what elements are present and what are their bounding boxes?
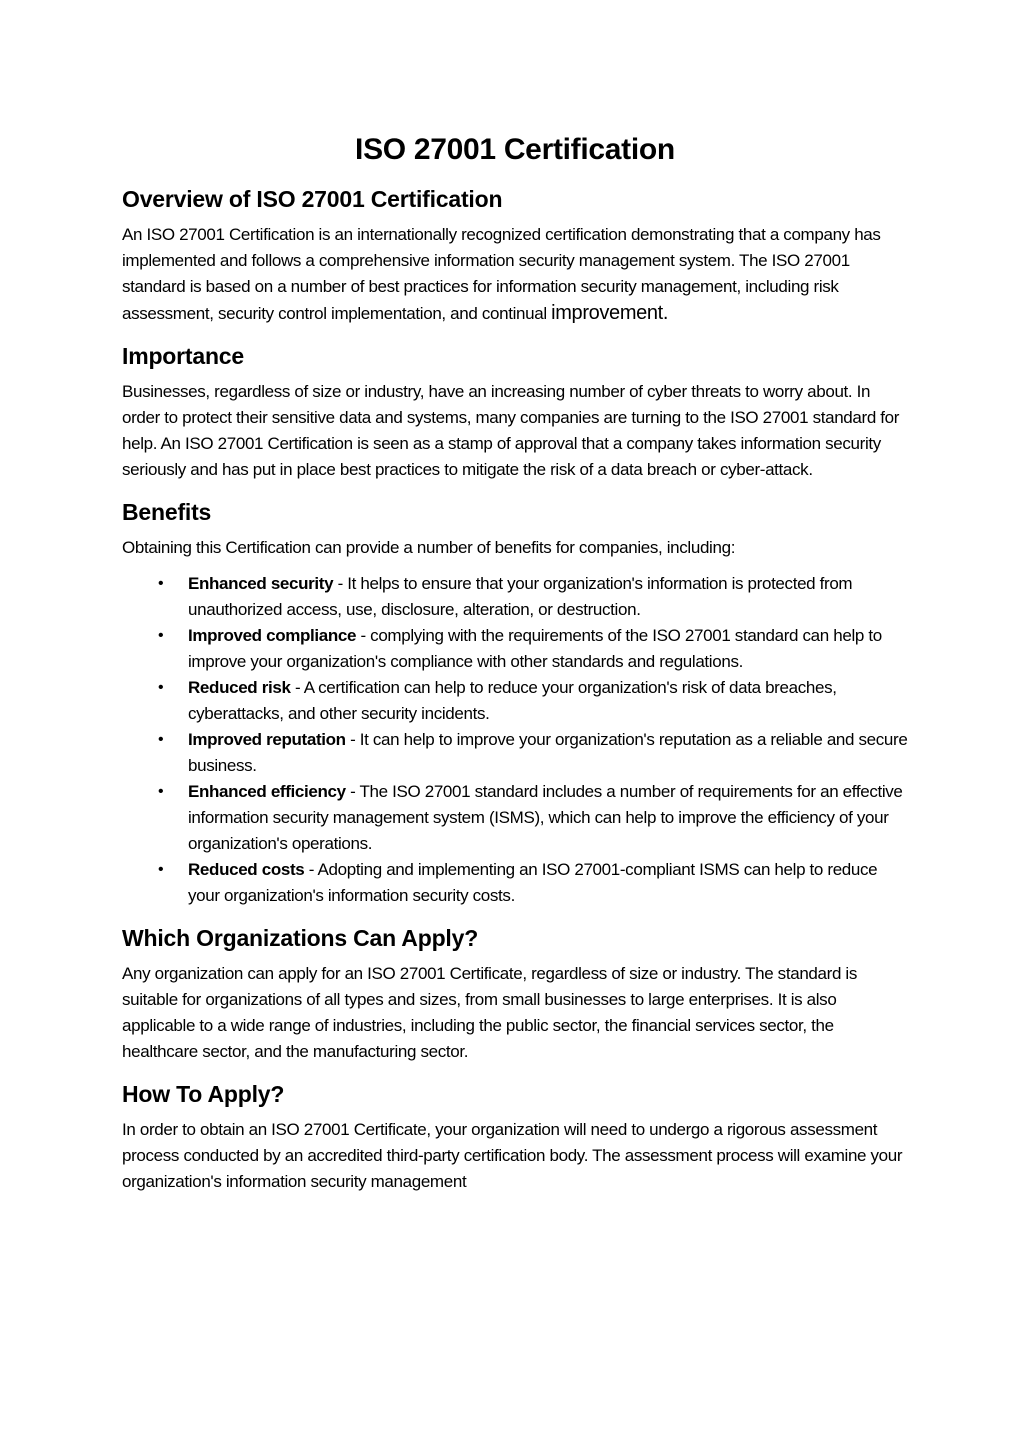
list-item	[122, 675, 908, 727]
importance-section	[122, 341, 908, 483]
bullet-icon: •	[158, 575, 164, 592]
bullet-icon: •	[158, 861, 164, 878]
benefit-term: Improved compliance	[188, 626, 357, 645]
overview-body: An ISO 27001 Certification is an internationally recognized certification demonstrating that a company has implemented and follows a comprehensive information security management system. The ISO 27001 standard is based on a number of best practices for information security management, including risk assessment, security control implementation, and continual	[122, 225, 881, 323]
how-to-apply-paragraph: In order to obtain an ISO 27001 Certificate, your organization will need to undergo a rigorous assessment process conducted by an accredited third-party certification body. The assessment process will examine your organization's information security management	[122, 1120, 903, 1191]
bullet-icon: •	[158, 731, 164, 748]
benefit-term: Reduced risk	[188, 678, 291, 697]
bullet-icon: •	[158, 679, 164, 696]
benefit-text: - A certification can help to reduce your organization's risk of data breaches, cyberattacks, and other security incidents.	[188, 678, 837, 723]
overview-paragraph	[122, 222, 908, 327]
how-to-apply-section	[122, 1079, 908, 1195]
overview-heading: Overview of ISO 27001 Certification	[122, 186, 503, 212]
benefit-text: - It can help to improve your organization's reputation as a reliable and secure business.	[188, 730, 908, 775]
benefit-term: Improved reputation	[188, 730, 346, 749]
benefits-list	[122, 571, 908, 909]
document-content	[122, 128, 908, 1195]
importance-heading: Importance	[122, 343, 244, 369]
benefit-term: Reduced costs	[188, 860, 305, 879]
benefits-intro: Obtaining this Certification can provide a number of benefits for companies, including:	[122, 538, 736, 557]
benefits-section	[122, 497, 908, 909]
list-item	[122, 571, 908, 623]
benefit-text: - Adopting and implementing an ISO 27001-compliant ISMS can help to reduce your organization's information security costs.	[188, 860, 878, 905]
list-item	[122, 857, 908, 909]
who-can-apply-paragraph: Any organization can apply for an ISO 27001 Certificate, regardless of size or industry. The standard is suitable for organizations of all types and sizes, from small businesses to large enterprises. It is also applicable to a wide range of industries, including the public sector, the financial services sector, the healthcare sector, and the manufacturing sector.	[122, 964, 857, 1061]
bullet-icon: •	[158, 783, 164, 800]
list-item	[122, 779, 908, 857]
list-item	[122, 623, 908, 675]
benefits-heading: Benefits	[122, 499, 212, 525]
how-to-apply-heading: How To Apply?	[122, 1081, 285, 1107]
benefit-text: - complying with the requirements of the ISO 27001 standard can help to improve your organization's compliance with other standards and regulations.	[188, 626, 882, 671]
benefit-text: - The ISO 27001 standard includes a number of requirements for an effective information security management system (ISMS), which can help to improve the efficiency of your organization's operations.	[188, 782, 903, 853]
who-can-apply-heading: Which Organizations Can Apply?	[122, 925, 479, 951]
list-item	[122, 727, 908, 779]
benefit-text: - It helps to ensure that your organization's information is protected from unauthorized access, use, disclosure, alteration, or destruction.	[188, 574, 853, 619]
document-title: ISO 27001 Certification	[355, 133, 675, 166]
overview-body-tail: improvement.	[551, 302, 669, 324]
benefit-term: Enhanced security	[188, 574, 334, 593]
benefit-term: Enhanced efficiency	[188, 782, 346, 801]
importance-paragraph: Businesses, regardless of size or industry, have an increasing number of cyber threats to worry about. In order to protect their sensitive data and systems, many companies are turning to the ISO 27001 standard for help. An ISO 27001 Certification is seen as a stamp of approval that a company takes information security seriously and has put in place best practices to mitigate the risk of a data breach or cyber-attack.	[122, 382, 900, 479]
who-can-apply-section	[122, 923, 908, 1065]
bullet-icon: •	[158, 627, 164, 644]
overview-section	[122, 184, 908, 327]
